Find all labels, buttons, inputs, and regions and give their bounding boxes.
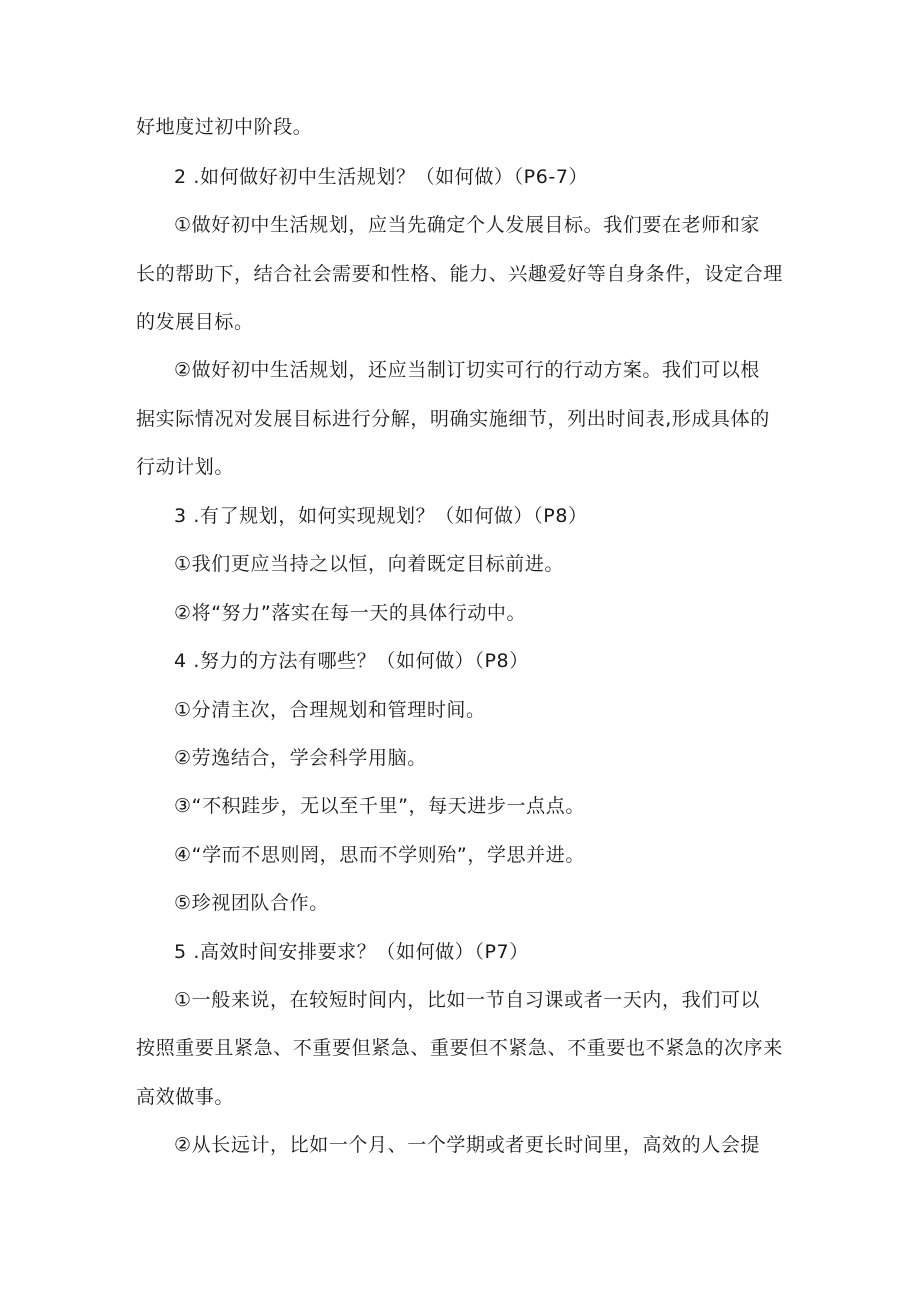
text-line: ①我们更应当持之以恒，向着既定目标前进。: [174, 553, 565, 575]
text-line: 长的帮助下，结合社会需要和性格、能力、兴趣爱好等自身条件，设定合理: [136, 263, 783, 285]
question-heading: 5 .高效时间安排要求？（如何做）（P7）: [174, 941, 529, 963]
text-line: ②将“努力”落实在每一天的具体行动中。: [174, 602, 527, 624]
question-heading: 3 .有了规划，如何实现规划？（如何做）（P8）: [174, 505, 588, 527]
text-line: 高效做事。: [136, 1086, 235, 1108]
question-heading: 4 .努力的方法有哪些？（如何做）（P8）: [174, 650, 529, 672]
text-line: ①分清主次，合理规划和管理时间。: [174, 699, 486, 721]
text-line: 据实际情况对发展目标进行分解，明确实施细节，列出时间表,形成具体的: [136, 408, 770, 430]
text-line: ③“不积跬步，无以至千里”，每天进步一点点。: [174, 795, 585, 817]
text-line: ⑤珍视团队合作。: [174, 892, 329, 914]
text-line: ④“学而不思则罔，思而不学则殆”，学思并进。: [174, 844, 585, 866]
text-line: ②从长远计，比如一个月、一个学期或者更长时间里，高效的人会提: [174, 1134, 761, 1156]
text-line: 行动计划。: [136, 456, 235, 478]
text-line: ①一般来说，在较短时间内，比如一节自习课或者一天内，我们可以: [174, 989, 761, 1011]
text-line: ②做好初中生活规划，还应当制订切实可行的行动方案。我们可以根: [174, 359, 761, 381]
text-line: 的发展目标。: [136, 311, 254, 333]
question-heading: 2 .如何做好初中生活规划？（如何做）（P6-7）: [174, 166, 589, 188]
text-line: 好地度过初中阶段。: [136, 116, 313, 138]
text-line: ②劳逸结合，学会科学用脑。: [174, 747, 427, 769]
text-line: 按照重要且紧急、不重要但紧急、重要但不紧急、不重要也不紧急的次序来: [136, 1037, 783, 1059]
text-line: ①做好初中生活规划，应当先确定个人发展目标。我们要在老师和家: [174, 214, 761, 236]
